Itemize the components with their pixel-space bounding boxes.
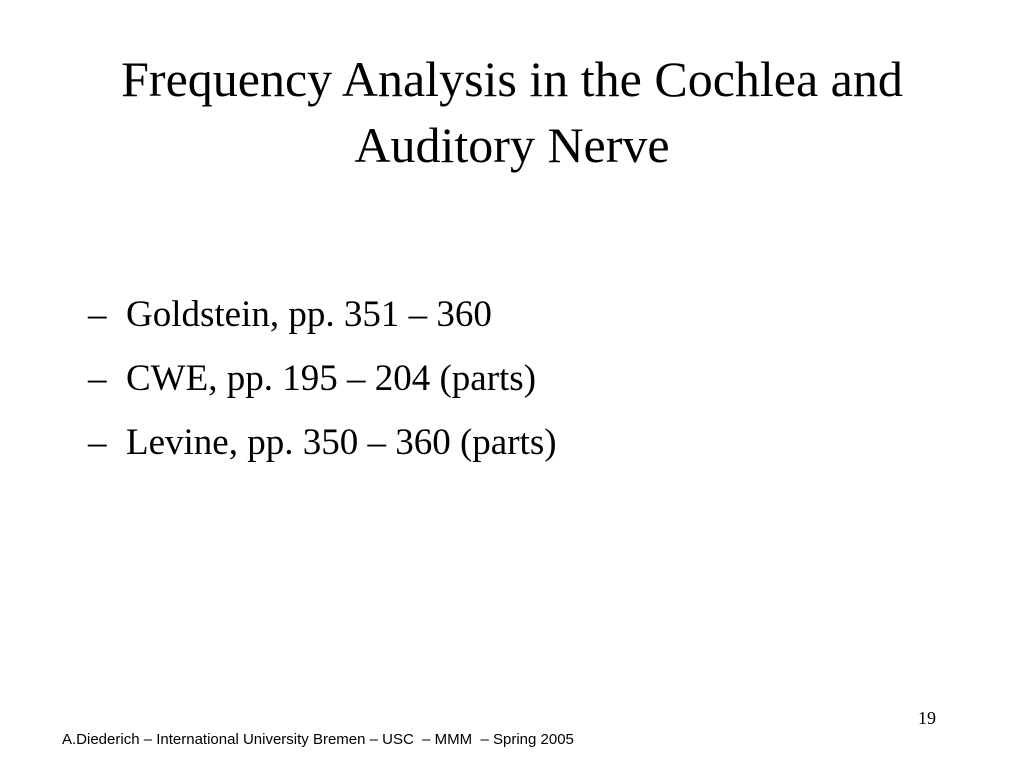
reading-list-item <box>88 411 557 475</box>
reading-list-item <box>88 283 557 347</box>
reading-list-item-text: Levine, pp. 350 – 360 (parts) <box>126 422 557 463</box>
bullet-dash: – <box>88 294 107 335</box>
slide-title-line-2: Auditory Nerve <box>354 117 670 173</box>
bullet-dash: – <box>88 422 107 463</box>
bullet-dash: – <box>88 358 107 399</box>
slide-title <box>40 46 984 178</box>
reading-list <box>88 283 557 475</box>
reading-list-item-text: CWE, pp. 195 – 204 (parts) <box>126 358 537 399</box>
page-number: 19 <box>918 708 936 728</box>
reading-list-item-text: Goldstein, pp. 351 – 360 <box>126 294 492 335</box>
slide-footer: A.Diederich – International University Bremen – USC – MMM – Spring 2005 <box>62 731 574 748</box>
reading-list-item <box>88 347 557 411</box>
slide-title-line-1: Frequency Analysis in the Cochlea and <box>121 51 903 107</box>
